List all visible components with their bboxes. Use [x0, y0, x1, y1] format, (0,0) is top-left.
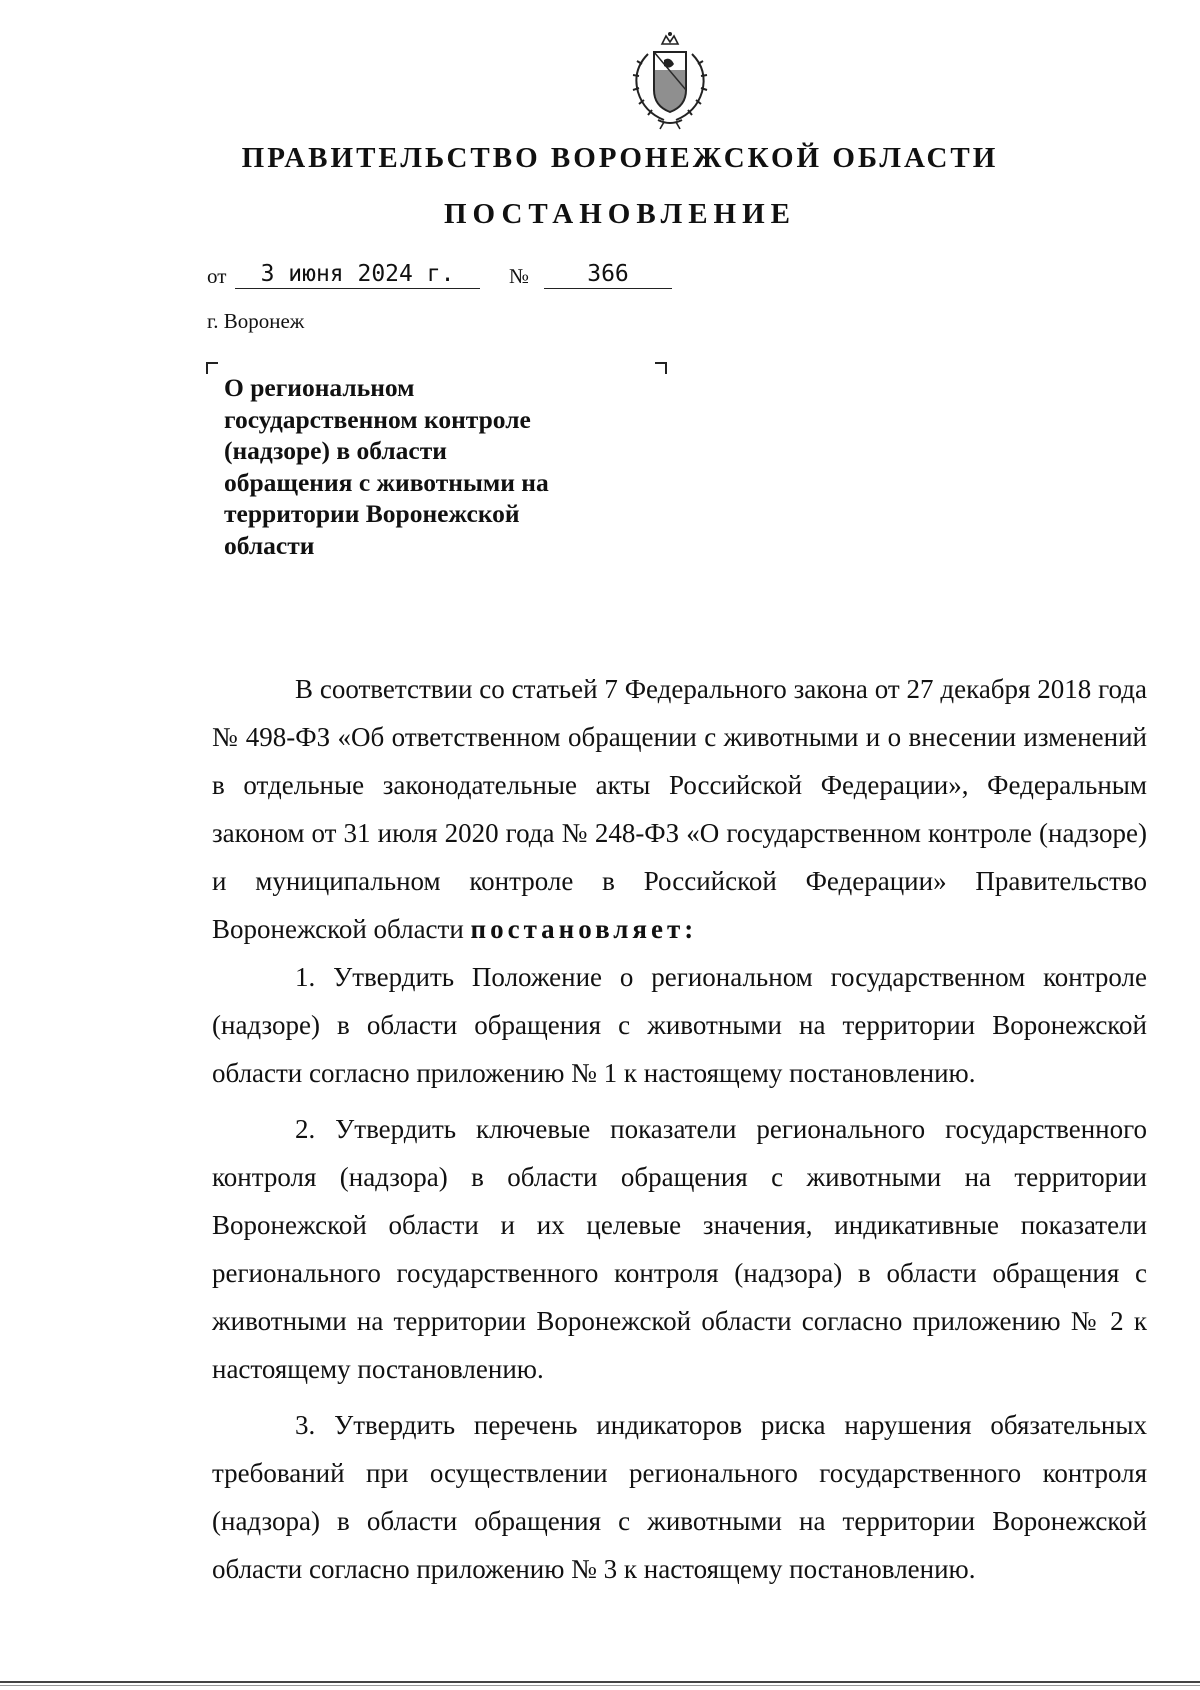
document-number-field: 366: [544, 261, 672, 289]
city-label: г. Воронеж: [207, 309, 305, 333]
subject-line: государственном контроле: [224, 404, 531, 434]
subject-bracket-right: [655, 362, 667, 374]
subject-line: территории Воронежской: [224, 499, 520, 528]
coat-of-arms-icon: [624, 30, 716, 130]
subject-line: (надзоре) в области: [224, 436, 447, 465]
subject-line: обращения с животными на: [224, 467, 549, 497]
number-prefix-label: №: [509, 264, 530, 288]
organization-name: ПРАВИТЕЛЬСТВО ВОРОНЕЖСКОЙ ОБЛАСТИ: [241, 142, 999, 174]
date-prefix-label: от: [207, 264, 227, 288]
subject-bracket-left: [206, 362, 218, 374]
resolution-item-3: 3. Утвердить перечень индикаторов риска нарушения обязательных требований при осуществлении регионального государственного контроля (надзора) в области обращения с животными на территории Воронежской области согласно приложению № 3 к настоящему постановлению.: [212, 1410, 1147, 1584]
resolution-item-1: 1. Утвердить Положение о региональном государственном контроле (надзоре) в области обращения с животными на территории Воронежской области согласно приложению № 1 к настоящему постановлению.: [212, 962, 1147, 1088]
registration-line: [207, 255, 677, 295]
document-type-title: ПОСТАНОВЛЕНИЕ: [443, 198, 796, 230]
scan-bottom-edge: [0, 1681, 1200, 1683]
preamble-text: В соответствии со статьей 7 Федерального закона от 27 декабря 2018 года № 498-ФЗ «Об ответственном обращении с животными и о внесении изменений в отдельные законодательные акты Российской Федерации», Федеральным законом от 31 июля 2020 года № 248-ФЗ «О государственном контроле (надзоре) и муниципальном контроле в Российской Федерации» Правительство Воронежской области: [212, 674, 1147, 944]
resolution-item-2: 2. Утвердить ключевые показатели регионального государственного контроля (надзора) в области обращения с животными на территории Воронежской области и их целевые значения, индикативные показатели регионального государственного контроля (надзора) в области обращения с животными на территории Воронежской области согласно приложению № 2 к настоящему постановлению.: [212, 1114, 1147, 1384]
document-subject: [224, 372, 624, 561]
subject-line: области: [224, 530, 315, 560]
subject-line: О региональном: [224, 373, 415, 402]
preamble-paragraph: [212, 665, 1147, 953]
document-body: [212, 665, 1147, 1601]
decree-word: постановляет:: [470, 914, 698, 944]
document-date-field: 3 июня 2024 г.: [235, 261, 480, 289]
scan-bottom-edge-shadow: [0, 1685, 1200, 1686]
